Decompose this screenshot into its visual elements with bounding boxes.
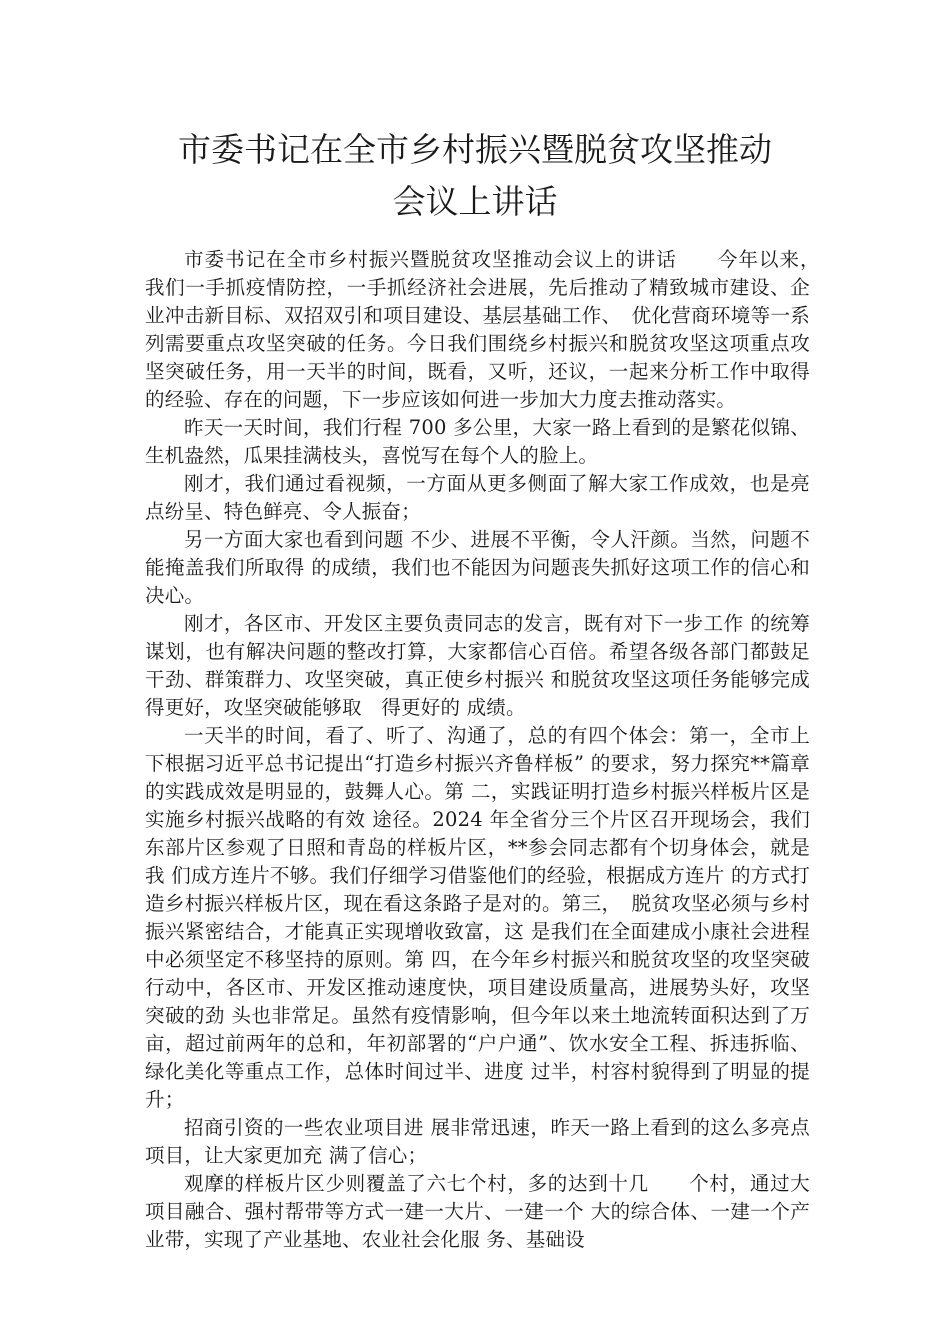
paragraph: 昨天一天时间，我们行程 700 多公里，大家一路上看到的是繁花似锦、生机盎然，瓜果挂满枝头，喜悦写在每个人的脸上。	[145, 416, 810, 467]
paragraph: 一天半的时间，看了、听了、沟通了，总的有四个体会：第一，全市上下根据习近平总书记提出“打造乡村振兴齐鲁样板” 的要求，努力探究**篇章的实践成效是明显的，鼓舞人心。第 二，实践证明打造乡村振兴样板片区是实施乡村振兴战略的有效 途径。2024 年全省分三个片区召开现场会，我们东部片区参观了日照和青岛的样板片区，**参会同志都有个切身体会，就是我 们成方连片不够。我们仔细学习借鉴他们的经验，根据成方连片 的方式打造乡村振兴样板片区，现在看这条路子是对的。第三， 脱贫攻坚必须与乡村振兴紧密结合，才能真正实现增收致富，这 是我们在全面建成小康社会进程中必须坚定不移坚持的原则。第 四，在今年乡村振兴和脱贫攻坚的攻坚突破行动中，各区市、开发区推动速度快，项目建设质量高，进展势头好，攻坚突破的劲 头也非常足。虽然有疫情影响，但今年以来土地流转面积达到了万亩，超过前两年的总和，年初部署的“户户通”、饮水安全工程、拆违拆临、绿化美化等重点工作，总体时间过半、进度 过半，村容村貌得到了明显的提升；	[145, 724, 810, 1111]
paragraph: 招商引资的一些农业项目进 展非常迅速，昨天一路上看到的这么多亮点项目，让大家更加充 满了信心；	[145, 1116, 810, 1167]
document-title-line-2: 会议上讲话	[392, 182, 558, 221]
paragraph: 观摩的样板片区少则覆盖了六七个村，多的达到十几 个村，通过大项目融合、强村帮带等方式一建一大片、一建一个 大的综合体、一建一个产业带，实现了产业基地、农业社会化服 务、基础设	[145, 1172, 810, 1251]
paragraph: 市委书记在全市乡村振兴暨脱贫攻坚推动会议上的讲话 今年以来， 我们一手抓疫情防控，一手抓经济社会进展，先后推动了精致城市建设、企业冲击新目标、双招双引和项目建设、基层基础工作、 优化营商环境等一系列需要重点攻坚突破的任务。今日我们围绕乡村振兴和脱贫攻坚这项重点攻坚突破任务，用一天半的时间，既看，又听，还议，一起来分析工作中取得的经验、存在的问题，下一步应该如何进一步加大力度去推动落实。	[145, 248, 830, 411]
paragraph: 刚才，我们通过看视频，一方面从更多侧面了解大家工作成效，也是亮点纷呈、特色鲜亮、令人振奋；	[145, 472, 810, 523]
document-body	[145, 246, 830, 1254]
document-title-line-1: 市委书记在全市乡村振兴暨脱贫攻坚推动	[178, 130, 772, 169]
paragraph: 刚才，各区市、开发区主要负责同志的发言，既有对下一步工作 的统筹谋划，也有解决问题的整改打算，大家都信心百倍。希望各级各部门都鼓足干劲、群策群力、攻坚突破，真正使乡村振兴 和脱贫攻坚这项任务能够完成得更好，攻坚突破能够取 得更好的 成绩。	[145, 612, 810, 719]
paragraph: 另一方面大家也看到问题 不少、进展不平衡，令人汗颜。当然，问题不能掩盖我们所取得 的成绩，我们也不能因为问题丧失抓好这项工作的信心和决心。	[145, 528, 810, 607]
